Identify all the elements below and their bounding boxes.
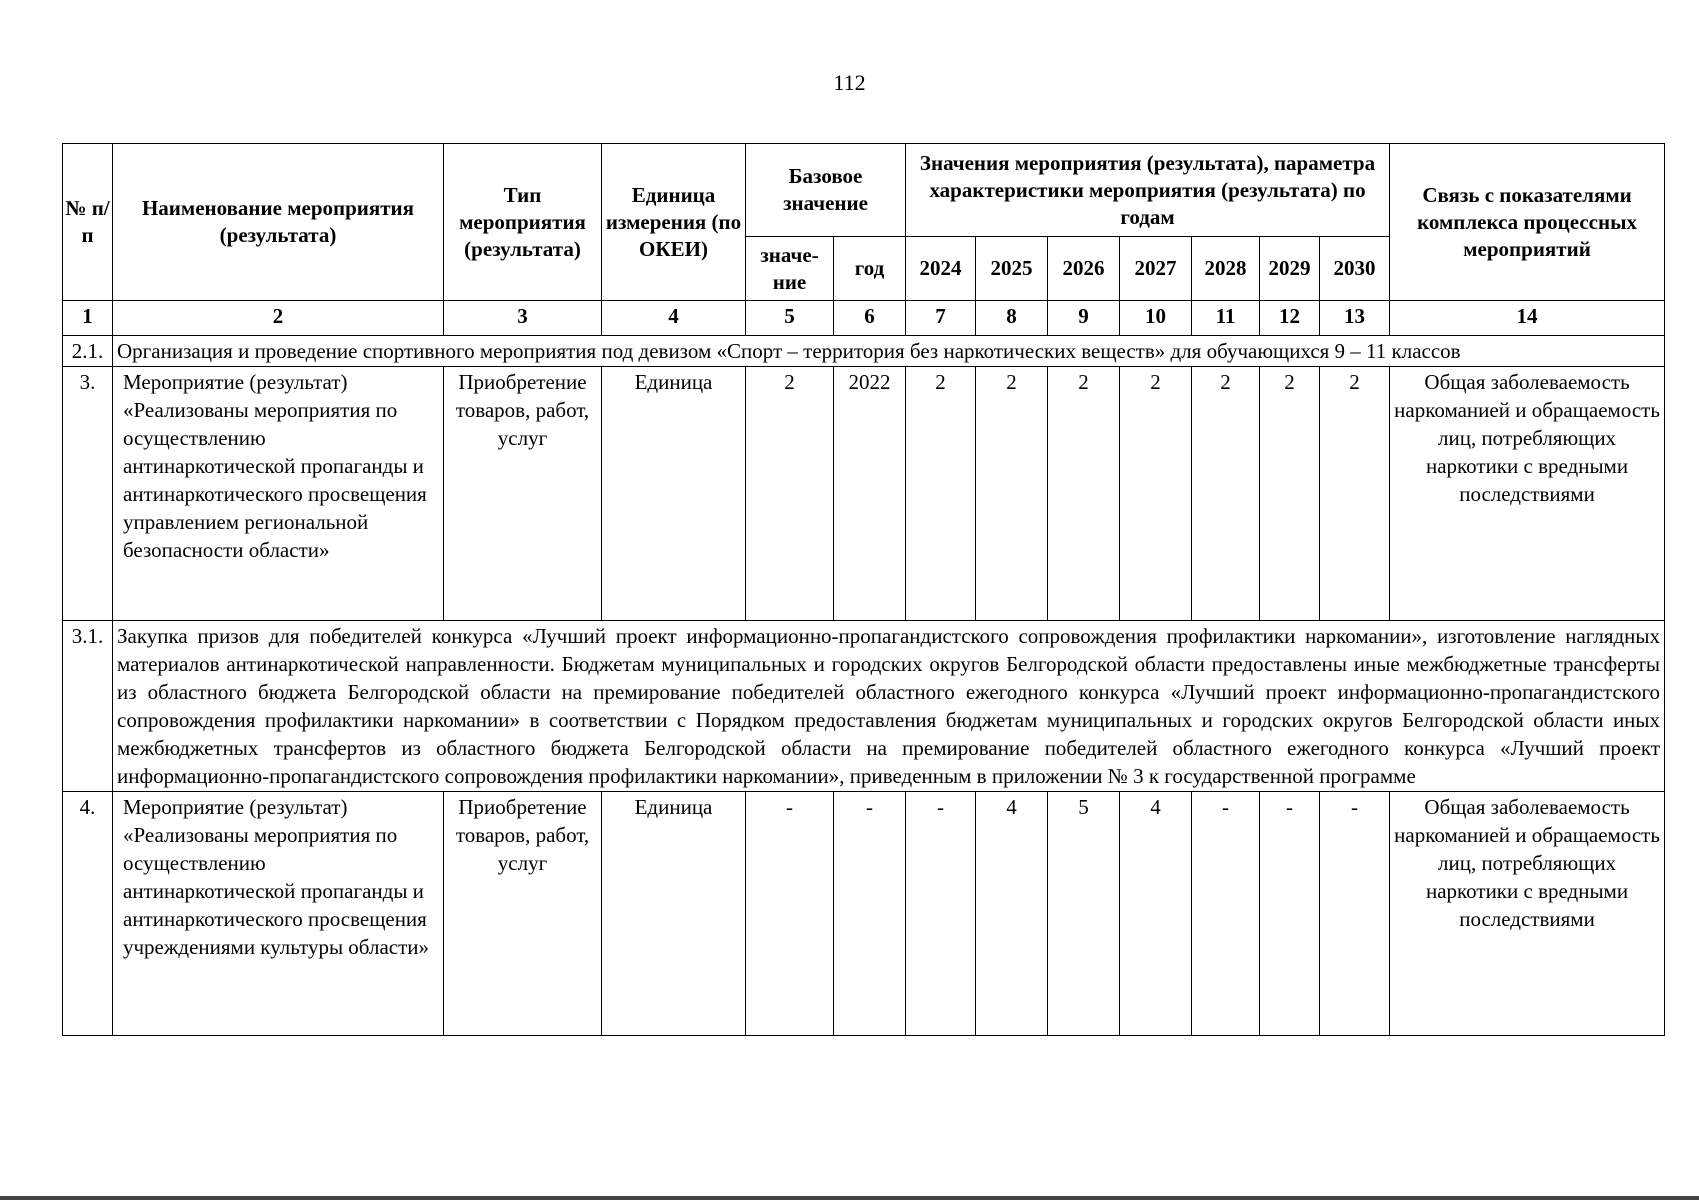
column-number: 6: [834, 301, 906, 336]
row-unit: Единица: [602, 792, 746, 1036]
header-year-2025: 2025: [976, 237, 1048, 301]
row-value-2028: -: [1192, 792, 1260, 1036]
row-type: Приобретение товаров, работ, услуг: [444, 792, 602, 1036]
header-link: Связь с показателями комплекса процессных мероприятий: [1390, 144, 1665, 301]
column-number: 2: [113, 301, 444, 336]
header-base: Базовое значение: [746, 144, 906, 237]
column-number: 10: [1120, 301, 1192, 336]
section-text: Организация и проведение спортивного мероприятия под девизом «Спорт – территория без наркотических веществ» для обучающихся 9 – 11 классов: [113, 336, 1665, 367]
table-row-3: [63, 367, 1665, 621]
row-value-2024: 2: [906, 367, 976, 621]
column-number: 3: [444, 301, 602, 336]
section-text: Закупка призов для победителей конкурса «Лучший проект информационно-пропагандистского сопровождения профилактики наркомании», изготовление наглядных материалов антинаркотической направленности. Бюджетам муниципальных и городских округов Белгородской области предоставлены иные межбюджетные трансферты из областного бюджета Белгородской области на премирование победителей областного ежегодного конкурса «Лучший проект информационно-пропагандистского сопровождения профилактики наркомании» в соответствии с Порядком предоставления бюджетам муниципальных и городских округов Белгородской области иных межбюджетных трансфертов из областного бюджета Белгородской области на премирование победителей областного ежегодного конкурса «Лучший проект информационно-пропагандистского сопровождения профилактики наркомании», приведенным в приложении № 3 к государственной программе: [113, 621, 1665, 792]
row-link: Общая заболеваемость наркоманией и обращаемость лиц, потребляющих наркотики с вредными последствиями: [1390, 792, 1665, 1036]
header-year-2024: 2024: [906, 237, 976, 301]
row-value-2024: -: [906, 792, 976, 1036]
page-number: 112: [833, 70, 866, 95]
header-name: Наименование мероприятия (результата): [113, 144, 444, 301]
row-value-2029: 2: [1260, 367, 1320, 621]
measures-table: [62, 143, 1665, 1036]
column-number-row: [63, 301, 1665, 336]
column-number: 7: [906, 301, 976, 336]
row-base-year: -: [834, 792, 906, 1036]
section-num: 3.1.: [63, 621, 113, 792]
header-values: Значения мероприятия (результата), параметра характеристики мероприятия (результата) по годам: [906, 144, 1390, 237]
header-year-2030: 2030: [1320, 237, 1390, 301]
column-number: 9: [1048, 301, 1120, 336]
section-num: 2.1.: [63, 336, 113, 367]
row-num: 3.: [63, 367, 113, 621]
column-number: 1: [63, 301, 113, 336]
row-value-2027: 4: [1120, 792, 1192, 1036]
header-year-2028: 2028: [1192, 237, 1260, 301]
row-base-value: -: [746, 792, 834, 1036]
row-value-2025: 2: [976, 367, 1048, 621]
column-number: 12: [1260, 301, 1320, 336]
header-num: № п/п: [63, 144, 113, 301]
row-type: Приобретение товаров, работ, услуг: [444, 367, 602, 621]
section-row-2-1: [63, 336, 1665, 367]
row-value-2025: 4: [976, 792, 1048, 1036]
table-row-4: [63, 792, 1665, 1036]
row-value-2029: -: [1260, 792, 1320, 1036]
header-type: Тип мероприятия (результата): [444, 144, 602, 301]
header-row-top: [63, 144, 1665, 237]
row-base-year: 2022: [834, 367, 906, 621]
row-unit: Единица: [602, 367, 746, 621]
row-base-value: 2: [746, 367, 834, 621]
header-year-2027: 2027: [1120, 237, 1192, 301]
row-name: Мероприятие (результат) «Реализованы мероприятия по осуществлению антинаркотической пропаганды и антинаркотического просвещения учреждениями культуры области»: [113, 792, 444, 1036]
header-base-value: значе-ние: [746, 237, 834, 301]
column-number: 8: [976, 301, 1048, 336]
row-name: Мероприятие (результат) «Реализованы мероприятия по осуществлению антинаркотической пропаганды и антинаркотического просвещения управлением региональной безопасности области»: [113, 367, 444, 621]
header-base-year: год: [834, 237, 906, 301]
row-value-2026: 2: [1048, 367, 1120, 621]
row-link: Общая заболеваемость наркоманией и обращаемость лиц, потребляющих наркотики с вредными последствиями: [1390, 367, 1665, 621]
column-number: 5: [746, 301, 834, 336]
column-number: 11: [1192, 301, 1260, 336]
column-number: 13: [1320, 301, 1390, 336]
row-value-2027: 2: [1120, 367, 1192, 621]
header-unit: Единица измерения (по ОКЕИ): [602, 144, 746, 301]
row-value-2030: 2: [1320, 367, 1390, 621]
row-value-2030: -: [1320, 792, 1390, 1036]
scan-edge-divider: [0, 1196, 1699, 1200]
header-year-2029: 2029: [1260, 237, 1320, 301]
row-value-2026: 5: [1048, 792, 1120, 1036]
header-year-2026: 2026: [1048, 237, 1120, 301]
column-number: 4: [602, 301, 746, 336]
row-value-2028: 2: [1192, 367, 1260, 621]
row-num: 4.: [63, 792, 113, 1036]
column-number: 14: [1390, 301, 1665, 336]
section-row-3-1: [63, 621, 1665, 792]
